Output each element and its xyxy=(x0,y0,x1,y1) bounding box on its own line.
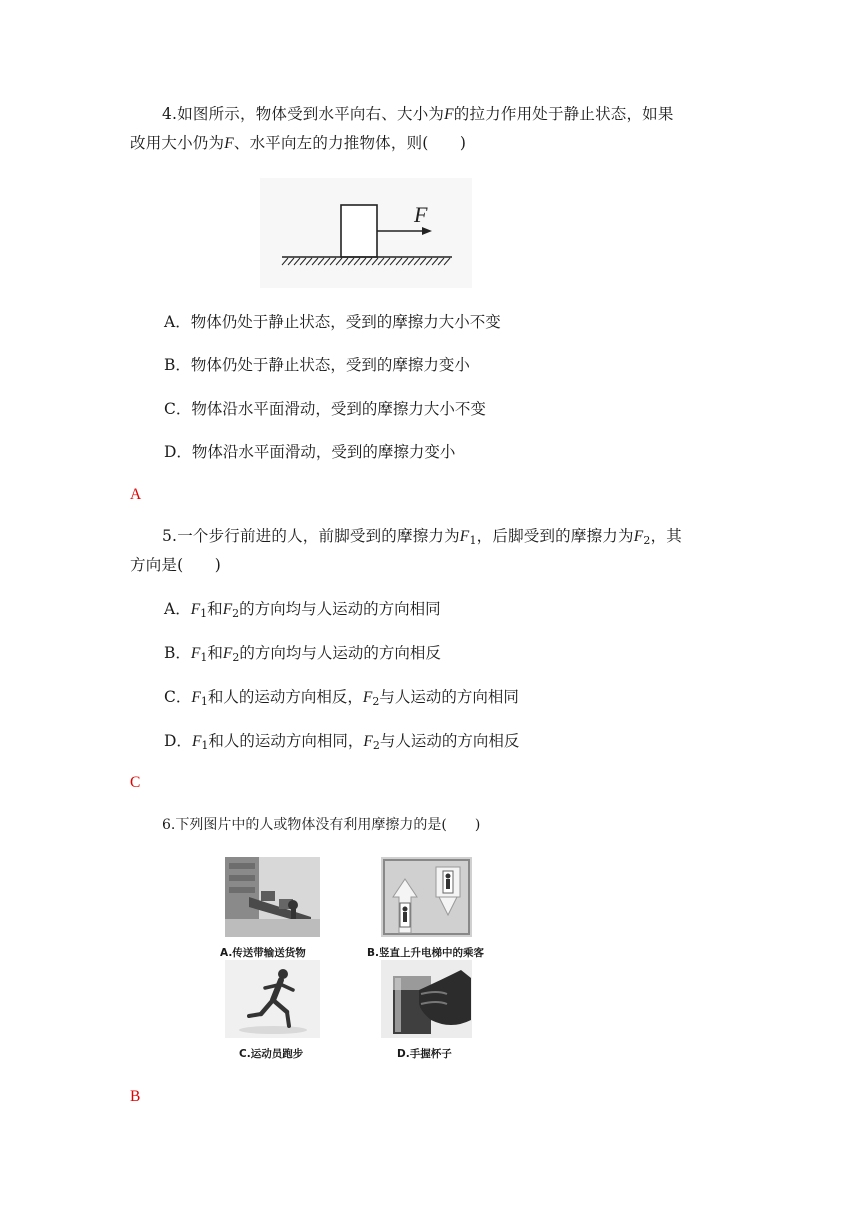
subscript: 2 xyxy=(643,534,651,547)
q4-stem-part: 、水平向左的力推物体，则( ) xyxy=(233,134,467,152)
photo-runner xyxy=(225,960,320,1038)
q4-option-d: D．物体沿水平面滑动，受到的摩擦力变小 xyxy=(164,443,456,461)
force-variable: F xyxy=(459,528,470,545)
q4-option-a: A．物体仍处于静止状态，受到的摩擦力大小不变 xyxy=(164,313,501,331)
q4-answer: A xyxy=(130,486,142,503)
q6-answer: B xyxy=(130,1088,141,1105)
force-variable: F xyxy=(444,106,454,123)
photo-hand-cup xyxy=(381,960,472,1038)
force-variable: F xyxy=(633,528,644,545)
q5-option-c: C．$F_1$和人的运动方向相反，$F_2$与人运动的方向相同 xyxy=(164,688,519,708)
q4-stem-part: 的拉力作用处于静止状态，如果 xyxy=(453,105,674,123)
caption-b: B.竖直上升电梯中的乘客 xyxy=(367,947,484,959)
q4-figure xyxy=(260,178,472,288)
block-force-diagram xyxy=(260,178,472,288)
force-arrow-head xyxy=(422,227,432,235)
question-6-stem: 6.下列图片中的人或物体没有利用摩擦力的是( ) xyxy=(162,817,481,833)
ground-hatching xyxy=(282,258,450,265)
force-label: F xyxy=(414,202,428,227)
q5-stem-part: ，后脚受到的摩擦力为 xyxy=(476,527,634,545)
caption-d: D.手握杯子 xyxy=(397,1048,452,1060)
question-5-stem xyxy=(130,522,740,580)
q5-option-d: D．$F_1$和人的运动方向相同，$F_2$与人运动的方向相反 xyxy=(164,732,520,752)
q5-stem-part: 方向是( ) xyxy=(130,556,221,574)
q5-answer: C xyxy=(130,774,141,791)
force-variable: F xyxy=(224,135,234,152)
q4-option-c: C．物体沿水平面滑动，受到的摩擦力大小不变 xyxy=(164,400,486,418)
q4-stem-part: 4.如图所示，物体受到水平向右、大小为 xyxy=(162,105,445,123)
caption-a: A.传送带输送货物 xyxy=(220,947,306,959)
q4-stem-part: 改用大小仍为 xyxy=(130,134,225,152)
q5-option-a: A．$F_1$和$F_2$的方向均与人运动的方向相同 xyxy=(164,600,441,620)
q5-stem-part: 5.一个步行前进的人，前脚受到的摩擦力为 xyxy=(162,527,460,545)
photo-conveyor-belt xyxy=(225,857,320,937)
block xyxy=(341,205,377,257)
q5-option-b: B．$F_1$和$F_2$的方向均与人运动的方向相反 xyxy=(164,644,441,664)
q4-option-b: B．物体仍处于静止状态，受到的摩擦力变小 xyxy=(164,356,470,374)
question-4-stem xyxy=(130,100,740,158)
caption-c: C.运动员跑步 xyxy=(239,1048,304,1060)
subscript: 1 xyxy=(469,534,477,547)
photo-elevator xyxy=(381,857,472,937)
q5-stem-part: ，其 xyxy=(650,527,682,545)
